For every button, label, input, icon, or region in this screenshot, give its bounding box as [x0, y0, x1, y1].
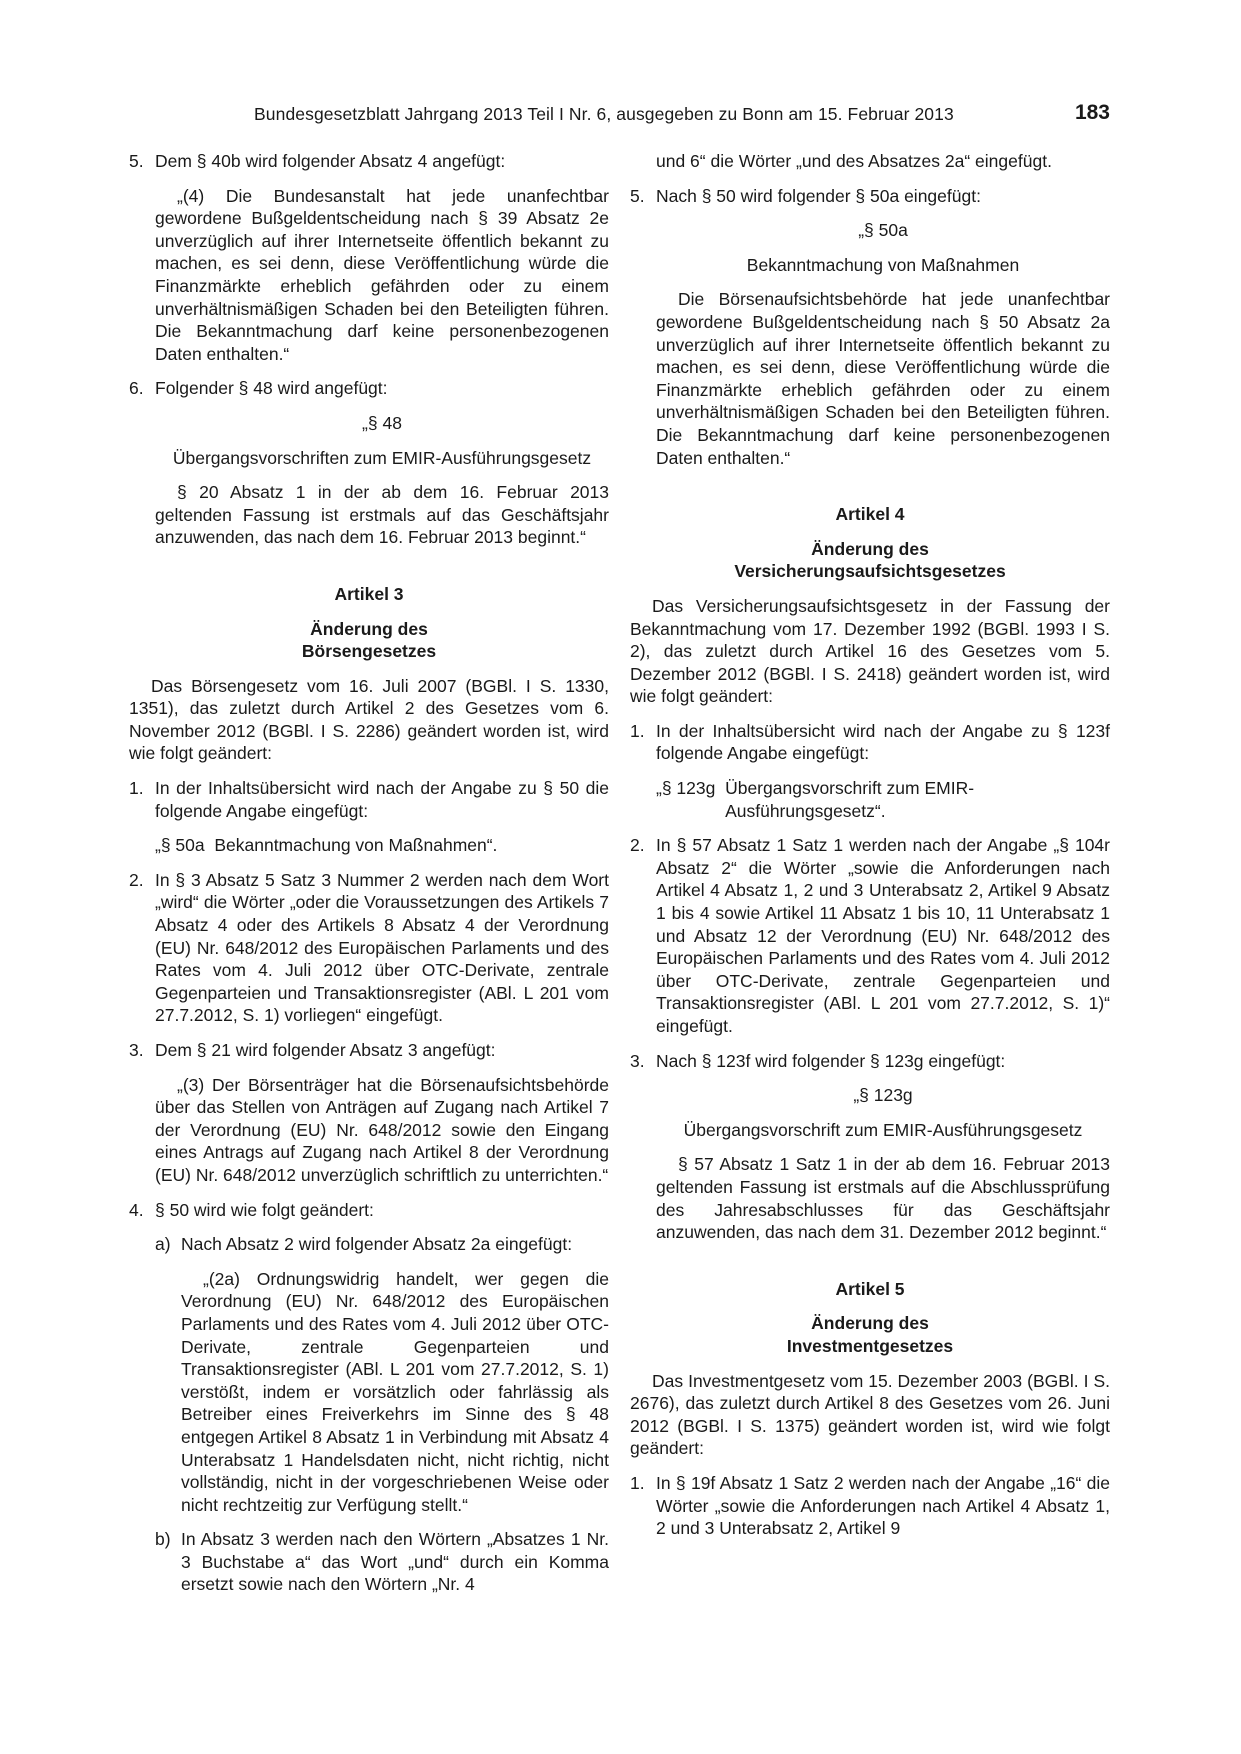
item-number: 1.: [630, 1472, 645, 1493]
sub-item-text: Nach Absatz 2 wird folgender Absatz 2a eingefügt:: [181, 1234, 573, 1255]
article-title-line1: Änderung des: [811, 1313, 929, 1334]
list-item: [630, 185, 1110, 208]
item-text: In der Inhaltsübersicht wird nach der Angabe zu § 50 die folgende Angabe eingefügt:: [155, 778, 609, 821]
toc-entry-number: „§ 123g: [656, 778, 726, 799]
item-number: 2.: [630, 835, 645, 856]
article-title-line2: Versicherungsaufsichtsgesetzes: [734, 561, 1006, 582]
list-item: [129, 869, 609, 1027]
section-text: Die Börsenaufsichtsbehörde hat jede unanfechtbar gewordene Bußgeldentscheidung nach § 50 Absatz 2a unverzüglich auf ihrer Internetseite öffentlich bekannt zu machen, es sei denn, diese Veröffentlichung würde die Finanzmärkte erheblich gefährden oder zu einem unverhältnismäßigen Schaden bei den Beteiligten führen. Die Bekanntmachung darf keine personenbezogenen Daten enthalten.“: [656, 289, 1110, 468]
item-number: 6.: [129, 378, 144, 399]
sub-item: [155, 1233, 609, 1256]
section-title: Bekanntmachung von Maßnahmen: [746, 254, 1020, 275]
article-title-line1: Änderung des: [310, 618, 428, 639]
item-text: In § 3 Absatz 5 Satz 3 Nummer 2 werden nach dem Wort „wird“ die Wörter „oder die Voraussetzungen des Artikels 7 Absatz 4 oder des Artikels 8 Absatz 4 der Verordnung (EU) Nr. 648/2012 des Europäischen Parlaments und des Rates vom 4. Juli 2012 über OTC-Derivate, zentrale Gegenparteien und Transaktionsregister (ABl. L 201 vom 27.7.2012, S. 1) vorliegen“ eingefügt.: [155, 869, 609, 1026]
item-text: Dem § 40b wird folgender Absatz 4 angefügt:: [155, 151, 506, 171]
item-text: In § 57 Absatz 1 Satz 1 werden nach der Angabe „§ 104r Absatz 2“ die Wörter „sowie die Anforderungen nach Artikel 4 Absatz 1, 2 und 3 Unterabsatz 2, Artikel 9 Absatz 1 bis 4 sowie Artikel 11 Absatz 1 bis 10, 11 Unterabsatz 1 und Absatz 12 der Verordnung (EU) Nr. 648/2012 des Europäischen Parlaments und des Rates vom 4. Juli 2012 über OTC-Derivate, zentrale Gegenparteien und Transaktionsregister (ABl. L 201 vom 27.7.2012, S. 1)“ eingefügt.: [656, 835, 1110, 1036]
continued-text: und 6“ die Wörter „und des Absatzes 2a“ eingefügt.: [656, 151, 1052, 171]
sub-item-text: In Absatz 3 werden nach den Wörtern „Absatzes 1 Nr. 3 Buchstabe a“ das Wort „und“ durch ein Komma ersetzt sowie nach den Wörtern „Nr. 4: [181, 1529, 609, 1595]
item-text: In der Inhaltsübersicht wird nach der Angabe zu § 123f folgende Angabe eingefügt:: [656, 720, 1110, 764]
item-text: In § 19f Absatz 1 Satz 2 werden nach der Angabe „16“ die Wörter „sowie die Anforderungen nach Artikel 4 Absatz 1, 2 und 3 Unterabsatz 2, Artikel 9: [656, 1472, 1110, 1539]
section-title: Übergangsvorschrift zum EMIR-Ausführungsgesetz: [683, 1119, 1083, 1140]
item-number: 5.: [129, 151, 144, 171]
sub-item-letter: a): [155, 1234, 171, 1255]
item-text: § 50 wird wie folgt geändert:: [155, 1199, 374, 1220]
article-label: Artikel 4: [835, 504, 905, 525]
toc-entry-title: Übergangsvorschrift zum EMIR-Ausführungsgesetz“.: [725, 778, 975, 821]
quoted-paragraph: „(3) Der Börsenträger hat die Börsenaufsichtsbehörde über das Stellen von Anträgen auf Zugang nach Artikel 7 der Verordnung (EU) Nr. 648/2012 sowie den Eingang eines Antrags auf Zugang nach Artikel 8 der Verordnung (EU) Nr. 648/2012 unverzüglich schriftlich zu unterrichten.“: [155, 1074, 609, 1185]
list-item: [129, 150, 609, 173]
page-number: 183: [1074, 101, 1110, 124]
toc-entry: [630, 777, 1110, 822]
left-column: [129, 150, 609, 1596]
item-number: 2.: [129, 869, 144, 890]
article-label: Artikel 5: [835, 1278, 905, 1299]
section-number: „§ 48: [362, 412, 402, 433]
article-intro: Das Versicherungsaufsichtsgesetz in der Fassung der Bekanntmachung vom 17. Dezember 1992 (BGBl. 1993 I S. 2), das zuletzt durch Artikel 16 des Gesetzes vom 5. Dezember 2012 (BGBl. I S. 2418) geändert worden ist, wird wie folgt geändert:: [630, 595, 1110, 707]
page-header: [254, 102, 1110, 130]
list-item: [630, 834, 1110, 1037]
article-title-line2: Investmentgesetzes: [786, 1335, 954, 1356]
item-number: 5.: [630, 185, 645, 206]
section-text: § 20 Absatz 1 in der ab dem 16. Februar 2013 geltenden Fassung ist erstmals auf das Geschäftsjahr anzuwenden, das nach dem 16. Februar 2013 beginnt.“: [155, 482, 609, 548]
item-text: Nach § 50 wird folgender § 50a eingefügt:: [656, 185, 981, 206]
article-intro: Das Investmentgesetz vom 15. Dezember 2003 (BGBl. I S. 2676), das zuletzt durch Artikel 8 des Gesetzes vom 26. Juni 2012 (BGBl. I S. 1375) geändert worden ist, wird wie folgt geändert:: [630, 1370, 1110, 1459]
list-item: [129, 1039, 609, 1062]
item-text: Folgender § 48 wird angefügt:: [155, 378, 388, 399]
item-number: 1.: [630, 720, 645, 741]
item-text: Nach § 123f wird folgender § 123g eingefügt:: [656, 1050, 1006, 1071]
list-item: [630, 1050, 1110, 1073]
article-title-line2: Börsengesetzes: [301, 641, 437, 662]
quoted-paragraph: „(4) Die Bundesanstalt hat jede unanfechtbar gewordene Bußgeldentscheidung nach § 39 Absatz 2e unverzüglich auf ihrer Internetseite öffentlich bekannt zu machen, es sei denn, diese Veröffentlichung würde die Finanzmärkte erheblich gefährden oder zu einem unverhältnismäßigen Schaden bei den Beteiligten führen. Die Bekanntmachung darf keine personenbezogenen Daten enthalten.“: [155, 185, 609, 364]
list-item: [129, 377, 609, 400]
section-title: Übergangsvorschriften zum EMIR-Ausführungsgesetz: [172, 447, 592, 468]
sub-item-letter: b): [155, 1529, 171, 1550]
article-label: Artikel 3: [334, 583, 404, 604]
item-number: 3.: [129, 1040, 144, 1060]
sub-item: [155, 1528, 609, 1596]
list-item: [630, 720, 1110, 765]
item-text: Dem § 21 wird folgender Absatz 3 angefügt:: [155, 1040, 496, 1060]
section-text: § 57 Absatz 1 Satz 1 in der ab dem 16. Februar 2013 geltenden Fassung ist erstmals auf die Abschlussprüfung des Jahresabschlusses für das Geschäftsjahr anzuwenden, das nach dem 31. Dezember 2012 beginnt.“: [656, 1154, 1110, 1243]
toc-entry: „§ 50a Bekanntmachung von Maßnahmen“.: [155, 835, 498, 856]
right-column: [630, 150, 1110, 1540]
quoted-paragraph: „(2a) Ordnungswidrig handelt, wer gegen die Verordnung (EU) Nr. 648/2012 des Europäischen Parlaments und des Rates vom 4. Juli 2012 über OTC-Derivate, zentrale Gegenparteien und Transaktionsregister (ABl. L 201 vom 27.7.2012, S. 1) verstößt, indem er vorsätzlich oder fahrlässig als Betreiber eines Freiverkehrs im Sinne des § 48 entgegen Artikel 8 Absatz 1 in Verbindung mit Absatz 4 Unterabsatz 1 Handelsdaten nicht, nicht richtig, nicht vollständig, nicht in der vorgeschriebenen Weise oder nicht rechtzeitig zur Verfügung stellt.“: [181, 1268, 609, 1515]
item-number: 3.: [630, 1050, 645, 1071]
article-title-line1: Änderung des: [811, 538, 929, 559]
list-item: [129, 777, 609, 822]
item-number: 1.: [129, 778, 144, 799]
section-number: „§ 123g: [853, 1085, 913, 1106]
list-item: [129, 1199, 609, 1222]
header-text: Bundesgesetzblatt Jahrgang 2013 Teil I Nr. 6, ausgegeben zu Bonn am 15. Februar 2013: [254, 104, 954, 124]
item-number: 4.: [129, 1199, 144, 1220]
article-intro: Das Börsengesetz vom 16. Juli 2007 (BGBl. I S. 1330, 1351), das zuletzt durch Artikel 2 des Gesetzes vom 6. November 2012 (BGBl. I S. 2286) geändert worden ist, wird wie folgt geändert:: [129, 675, 609, 764]
list-item: [630, 1472, 1110, 1540]
section-number: „§ 50a: [858, 220, 908, 241]
